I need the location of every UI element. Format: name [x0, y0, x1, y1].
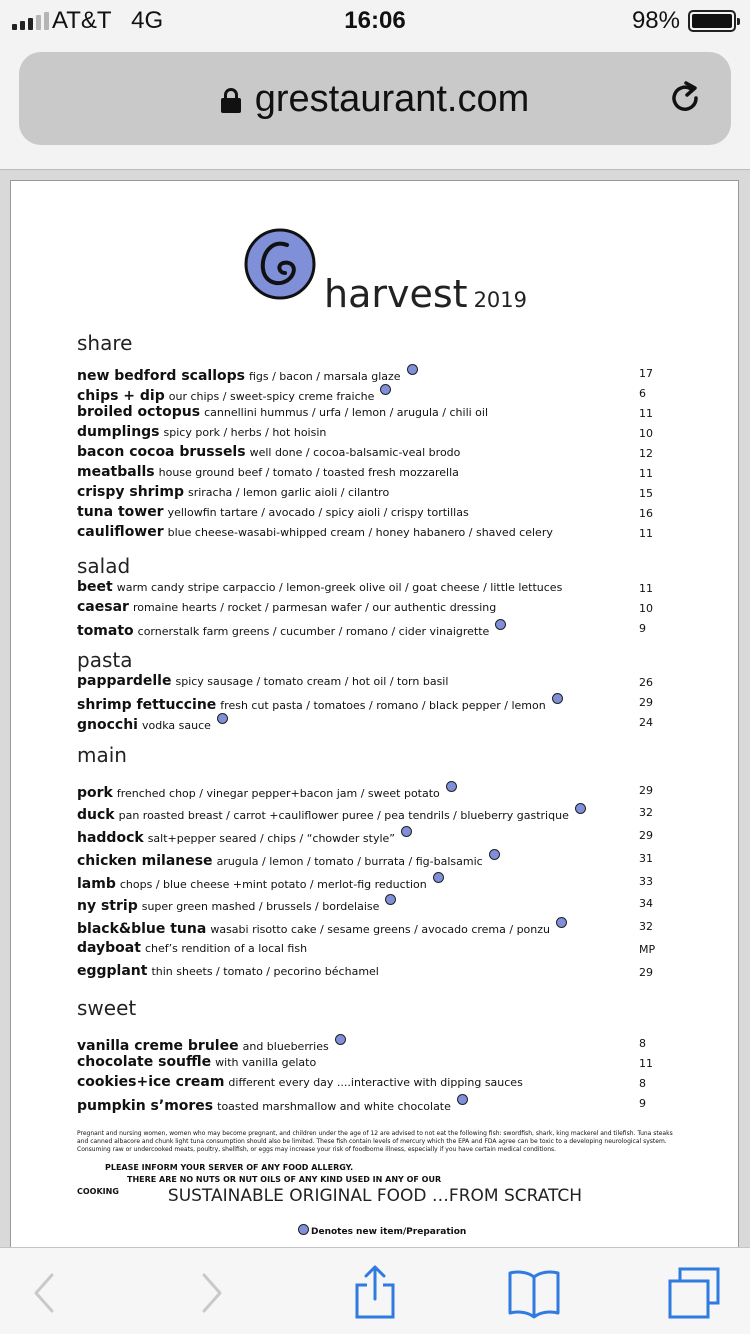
- item-price: 29: [639, 966, 653, 979]
- item-description: toasted marshmallow and white chocolate: [217, 1100, 451, 1113]
- url-text[interactable]: grestaurant.com: [254, 78, 530, 120]
- menu-item: [77, 693, 657, 713]
- battery-icon: [688, 10, 736, 32]
- item-price: 11: [639, 467, 653, 480]
- new-item-icon: [575, 803, 586, 814]
- item-price: 31: [639, 852, 653, 865]
- legend: [298, 1224, 466, 1237]
- menu-item: [77, 963, 657, 983]
- item-price: 29: [639, 696, 653, 709]
- item-description: vodka sauce: [141, 719, 211, 732]
- item-name: eggplant: [77, 963, 148, 979]
- menu-item: [77, 849, 657, 869]
- menu-item: [77, 619, 657, 639]
- item-name: chocolate souffle: [77, 1054, 212, 1070]
- item-description: super green mashed / brussels / bordelaise: [141, 900, 380, 913]
- new-item-icon: [335, 1034, 346, 1045]
- item-description: spicy sausage / tomato cream / hot oil / torn basil: [175, 675, 449, 688]
- status-bar: [0, 0, 750, 40]
- new-item-icon: [457, 1094, 468, 1105]
- item-price: 11: [639, 407, 653, 420]
- item-description: salt+pepper seared / chips / “chowder style”: [147, 832, 395, 845]
- item-price: 10: [639, 602, 653, 615]
- menu-item: [77, 579, 657, 599]
- menu-item: [77, 917, 657, 937]
- brand-name: harvest: [324, 272, 468, 316]
- item-price: 26: [639, 676, 653, 689]
- new-item-icon: [556, 917, 567, 928]
- item-name: broiled octopus: [77, 404, 201, 420]
- item-name: haddock: [77, 830, 144, 846]
- item-name: tomato: [77, 623, 134, 639]
- menu-item: [77, 713, 657, 733]
- item-name: shrimp fettuccine: [77, 697, 217, 713]
- browser-toolbar: [0, 1247, 750, 1334]
- item-price: 24: [639, 716, 653, 729]
- item-description: thin sheets / tomato / pecorino béchamel: [151, 965, 379, 978]
- tabs-icon[interactable]: [664, 1263, 724, 1323]
- item-name: cauliflower: [77, 524, 164, 540]
- new-item-icon: [407, 364, 418, 375]
- item-description: blue cheese-wasabi-whipped cream / honey habanero / shaved celery: [167, 526, 553, 539]
- tagline: SUSTAINABLE ORIGINAL FOOD …FROM SCRATCH: [167, 1186, 583, 1206]
- item-price: 11: [639, 1057, 653, 1070]
- item-name: meatballs: [77, 464, 155, 480]
- menu-item: [77, 673, 657, 693]
- item-description: cannellini hummus / urfa / lemon / arugula / chili oil: [204, 406, 489, 419]
- new-item-icon: [552, 693, 563, 704]
- item-description: figs / bacon / marsala glaze: [248, 370, 401, 383]
- menu-item: [77, 524, 657, 544]
- forward-icon[interactable]: [182, 1263, 242, 1323]
- item-name: pappardelle: [77, 673, 172, 689]
- item-description: romaine hearts / rocket / parmesan wafer / our authentic dressing: [132, 601, 497, 614]
- item-name: vanilla creme brulee: [77, 1038, 239, 1054]
- menu-year: 2019: [473, 288, 528, 312]
- new-item-icon: [446, 781, 457, 792]
- item-price: 34: [639, 897, 653, 910]
- item-price: MP: [639, 943, 656, 956]
- item-price: 29: [639, 784, 653, 797]
- item-description: cornerstalk farm greens / cucumber / romano / cider vinaigrette: [137, 625, 490, 638]
- item-price: 9: [639, 1097, 646, 1110]
- item-price: 29: [639, 829, 653, 842]
- menu-item: [77, 364, 657, 384]
- item-price: 33: [639, 875, 653, 888]
- menu-item: [77, 384, 657, 404]
- menu-item: [77, 424, 657, 444]
- item-description: and blueberries: [242, 1040, 329, 1053]
- battery-percent: 98%: [631, 7, 680, 34]
- item-price: 8: [639, 1077, 646, 1090]
- new-item-icon: [217, 713, 228, 724]
- section-heading-share: share: [77, 331, 133, 355]
- item-name: chips + dip: [77, 388, 165, 404]
- clock: 16:06: [344, 7, 406, 34]
- item-name: pork: [77, 785, 113, 801]
- item-name: beet: [77, 579, 113, 595]
- menu-item: [77, 940, 657, 960]
- item-description: fresh cut pasta / tomatoes / romano / black pepper / lemon: [220, 699, 546, 712]
- item-name: lamb: [77, 876, 116, 892]
- item-description: chef’s rendition of a local fish: [144, 942, 308, 955]
- item-description: different every day ....interactive with dipping sauces: [228, 1076, 523, 1089]
- item-name: caesar: [77, 599, 129, 615]
- lock-icon: [221, 88, 241, 112]
- menu-item: [77, 444, 657, 464]
- item-description: chops / blue cheese +mint potato / merlot-fig reduction: [119, 878, 427, 891]
- menu-item: [77, 826, 657, 846]
- menu-title: [324, 272, 527, 316]
- item-price: 16: [639, 507, 653, 520]
- section-heading-salad: salad: [77, 554, 131, 578]
- new-item-icon: [380, 384, 391, 395]
- share-icon[interactable]: [345, 1263, 405, 1323]
- carrier-label: AT&T 4G: [52, 7, 164, 34]
- item-name: cookies+ice cream: [77, 1074, 225, 1090]
- item-name: pumpkin s’mores: [77, 1098, 214, 1114]
- reload-icon[interactable]: [665, 78, 705, 118]
- item-description: sriracha / lemon garlic aioli / cilantro: [187, 486, 390, 499]
- menu-item: [77, 504, 657, 524]
- new-item-icon: [433, 872, 444, 883]
- item-name: ny strip: [77, 898, 138, 914]
- item-price: 32: [639, 806, 653, 819]
- item-description: well done / cocoa-balsamic-veal brodo: [249, 446, 461, 459]
- fine-print: Pregnant and nursing women, women who may become pregnant, and children under the age of 12 are advised to not eat the following fish: swordfish, shark, king mackerel and tilefish. Tuna steaks and canned albacore and chunk light tuna consumption should also be limited. These fish contain levels of mercury which the EPA and FDA agree can be toxic to a developing neurological system. Consuming raw or undercooked meats, poultry, shellfish, or eggs may increase your risk of foodborne illness, especially if you have certain medical conditions.: [77, 1130, 673, 1153]
- item-name: duck: [77, 807, 115, 823]
- nut-text: THERE ARE NO NUTS OR NUT OILS OF ANY KIND USED IN ANY OF OUR: [127, 1175, 442, 1184]
- new-item-icon: [495, 619, 506, 630]
- item-description: warm candy stripe carpaccio / lemon-greek olive oil / goat cheese / little lettuces: [116, 581, 563, 594]
- menu-item: [77, 872, 657, 892]
- menu-item: [77, 1094, 657, 1114]
- new-item-icon: [298, 1224, 309, 1235]
- item-name: dayboat: [77, 940, 141, 956]
- item-price: 10: [639, 427, 653, 440]
- item-description: spicy pork / herbs / hot hoisin: [163, 426, 327, 439]
- item-description: frenched chop / vinegar pepper+bacon jam / sweet potato: [116, 787, 440, 800]
- item-name: gnocchi: [77, 717, 138, 733]
- section-heading-sweet: sweet: [77, 996, 137, 1020]
- item-name: new bedford scallops: [77, 368, 245, 384]
- menu-item: [77, 781, 657, 801]
- section-heading-main: main: [77, 743, 127, 767]
- back-icon[interactable]: [14, 1263, 74, 1323]
- item-name: bacon cocoa brussels: [77, 444, 246, 460]
- menu-item: [77, 894, 657, 914]
- item-name: dumplings: [77, 424, 160, 440]
- address-bar[interactable]: [19, 52, 731, 145]
- new-item-icon: [385, 894, 396, 905]
- item-price: 9: [639, 622, 646, 635]
- new-item-icon: [489, 849, 500, 860]
- menu-item: [77, 484, 657, 504]
- item-name: crispy shrimp: [77, 484, 184, 500]
- menu-item: [77, 404, 657, 424]
- item-price: 12: [639, 447, 653, 460]
- browser-header: [0, 40, 750, 170]
- item-description: wasabi risotto cake / sesame greens / avocado crema / ponzu: [210, 923, 551, 936]
- menu-item: [77, 599, 657, 619]
- item-price: 17: [639, 367, 653, 380]
- section-heading-pasta: pasta: [77, 648, 133, 672]
- item-price: 6: [639, 387, 646, 400]
- restaurant-logo: [243, 227, 317, 301]
- bookmarks-icon[interactable]: [504, 1263, 564, 1323]
- item-description: arugula / lemon / tomato / burrata / fig-balsamic: [216, 855, 483, 868]
- item-name: chicken milanese: [77, 853, 213, 869]
- allergy-text: PLEASE INFORM YOUR SERVER OF ANY FOOD ALLERGY.: [105, 1163, 354, 1172]
- item-price: 15: [639, 487, 653, 500]
- item-description: yellowfin tartare / avocado / spicy aioli / crispy tortillas: [167, 506, 469, 519]
- new-item-icon: [401, 826, 412, 837]
- menu-item: [77, 1034, 657, 1054]
- item-price: 11: [639, 582, 653, 595]
- legend-text: Denotes new item/Preparation: [311, 1227, 467, 1237]
- item-price: 8: [639, 1037, 646, 1050]
- item-description: pan roasted breast / carrot +cauliflower puree / pea tendrils / blueberry gastrique: [118, 809, 569, 822]
- menu-item: [77, 464, 657, 484]
- item-name: black&blue tuna: [77, 921, 207, 937]
- menu-item: [77, 803, 657, 823]
- item-price: 11: [639, 527, 653, 540]
- item-name: tuna tower: [77, 504, 164, 520]
- item-description: house ground beef / tomato / toasted fresh mozzarella: [158, 466, 459, 479]
- menu-item: [77, 1054, 657, 1074]
- item-description: our chips / sweet-spicy creme fraiche: [168, 390, 375, 403]
- menu-item: [77, 1074, 657, 1094]
- nut-text-cont: COOKING: [77, 1187, 119, 1196]
- item-description: with vanilla gelato: [215, 1056, 317, 1069]
- item-price: 32: [639, 920, 653, 933]
